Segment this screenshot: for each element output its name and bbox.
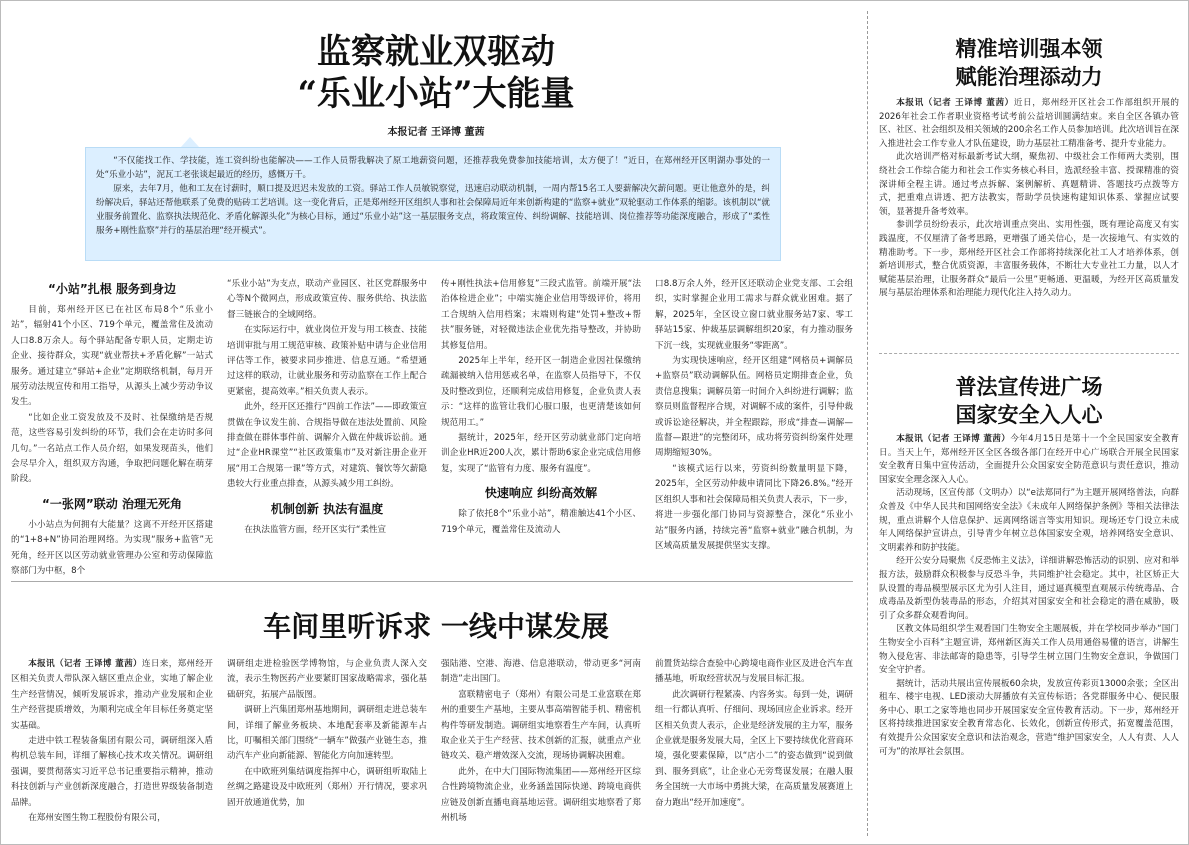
paragraph: 在郑州安图生物工程股份有限公司， [28,813,166,824]
main-column-4 [655,277,853,569]
main-column-3 [441,277,641,569]
right-bottom-headline-line1: 普法宣传进广场 [955,374,1103,399]
right-top-headline-line1: 精准培训强本领 [955,36,1103,61]
bottom-lead: 本报讯（记者 王译博 董茜） [28,659,142,669]
subheading-jizhi: 机制创新 执法有温度 [270,501,384,516]
paragraph [11,657,213,734]
paragraph: 除了依托8个“乐业小站”，精准触达41个小区、719个单元，覆盖常住及流动人 [441,509,641,535]
intro-paragraph-2: 原来，去年7月，他和工友在讨薪时，顺口提及迟迟未发放的工资。驿站工作人员敏锐察觉，迅速启动联动机制，一周内帮15名工人要薪解决欠薪问题。更让他意外的是，纠纷解决后，驿站还帮他联系了免费的贴砖工艺培训。这一变化背后，正是郑州经开区组织人事和社会保障局近年来创新构建的“监察+就业”双轮驱动工作体系的缩影。该机制以“就业服务前置化、监察执法规范化、矛盾化解源头化”为核心目标，通过“乐业小站”这一基层服务支点，将政策宣传、纠纷调解、技能培训、岗位推荐等功能深度融合，形成了“柔性服务+刚性监察”并行的基层治理“经开模式”。 [96,184,770,236]
paragraph: 目前，郑州经开区已在社区布局8个“乐业小站”，辐射41个小区、719个单元，覆盖常住及流动人口8.8万余人。每个驿站配备专职人员，定期走访企业、接待群众，实现“就业帮扶+矛盾化解”一站式服务。通过建立“驿站+企业”定期联络机制，每月开展劳动法规宣传和用工指导，从源头上减少劳动争议发生。 [11,305,213,408]
right-bottom-lead: 本报讯（记者 王译博 董茜） [896,434,1011,444]
paragraph: 此次调研行程紧凑、内容务实。每到一处，调研组一行都认真听、仔细问、现场回应企业诉求。经开区相关负责人表示，企业是经济发展的主力军，服务企业就是服务发展大局，全区上下要持续优化营商环境，强化要素保障，以“店小二”的姿态做到“说到做到、服务到底”，让企业心无旁骛谋发展；在融人服务全国统一大市场中勇挑大梁，在高质量发展赛道上奋力跑出“经开加速度”。 [655,689,853,808]
right-top-headline-line2: 赋能治理添动力 [955,64,1103,89]
main-headline-line1: 监察就业双驱动 [317,32,555,72]
paragraph: 走进中铁工程装备集团有限公司，调研组深入盾构机总装车间，详细了解核心技术攻关情况。调研组强调，要贯彻落实习近平总书记重要指示精神，推动科技创新与产业创新深度融合，打造世界级装备制造品牌。 [11,736,213,808]
bottom-column-3 [441,657,641,841]
paragraph: “该模式运行以来，劳资纠纷数量明显下降，2025年，全区劳动仲裁申请同比下降26.8%。”经开区组织人事和社会保障局相关负责人表示，下一步，将进一步强化部门协同与资源整合，深化“乐业小站”服务内涵，持续完善“监察+就业”融合机制，为区域高质量发展提供坚实支撑。 [655,463,853,551]
right-top-body [879,97,1179,347]
paragraph: 调研组走进检验医学博物馆，与企业负责人深入交流，表示生物医药产业要紧盯国家战略需求，强化基础研究，拓展产品版图。 [227,659,427,700]
paragraph: 在中欧班列集结调度指挥中心，调研组听取陆上丝绸之路建设及中欧班列（郑州）开行情况，要求巩固开放通道优势，加 [227,766,427,808]
paragraph: 此次培训严格对标最新考试大纲，聚焦初、中级社会工作师两大类别，围绕社会工作综合能力和社会工作实务核心科目，选派经验丰富、授课精准的资深讲师全程主讲。通过考点拆解、案例解析、真题精讲、答题技巧点拨等方式，把重难点讲透、把方法教实，帮助学员快速构建知识体系、掌握应试要领，显著提升备考效率。 [879,152,1179,217]
paragraph: 强陆港、空港、海港、信息港联动，带动更多“河南制造”走出国门。 [441,659,641,685]
intro-box [85,147,781,261]
right-top-headline [879,35,1179,91]
section-divider [11,581,853,582]
right-bottom-headline [879,373,1179,429]
paragraph: 富联精密电子（郑州）有限公司是工业富联在郑州的重要生产基地，主要从事高端智能手机、精密机构件等研发制造。调研组实地察看生产车间，认真听取企业关于生产经营、技术创新的汇报，就重点产业链攻关、稳产增效深入交流，现场协调解决困难。 [441,689,641,762]
bottom-column-4 [655,657,853,841]
paragraph: 据统计，活动共展出宣传展板60余块，发放宣传彩页13000余张；全区出租车、楼宇电视、LED滚动大屏播放有关宣传标语；各党群服务中心、便民服务中心、职工之家等地也同步开展国家安全宣传教育活动。下一步，郑州经开区将持续推进国家安全教育常态化、长效化，创新宣传形式，拓宽覆盖范围，有效提升公众国家安全意识和法治观念，营造“维护国家安全，人人有责、人人可为”的浓厚社会氛围。 [879,678,1179,757]
paragraph: 参训学员纷纷表示，此次培训重点突出、实用性强，既有理论高度又有实践温度，不仅厘清了备考思路，更增强了通关信心，是一次接地气、有实效的精准助考。下一步，郑州经开区社会工作部将持续深化社工人才培养体系，创新培训形式，整合优质资源，丰富服务载体，不断壮大专业社工力量，以人才赋能基层治理，让服务群众“最后一公里”更畅通、更温暖，为经开区高质量发展与基层治理体系和治理能力现代化注入持久动力。 [879,220,1179,299]
paragraph: 为实现快速响应，经开区组建“网格员+调解员+监察员”联动调解队伍。网格员定期排查企业，负责信息搜集；调解员第一时间介入纠纷进行调解；监察员则监督程序合规，对调解不成的案件，引导仲裁或诉讼途径解决，并全程跟踪，形成“排查—调解—监督—跟进”的完整闭环，成功将劳资纠纷案件处理周期缩短30%。 [655,356,853,459]
paragraph: 此外，经开区还推行“四前工作法”——即政策宣贯做在争议发生前、合规指导做在违法处置前、风险排查做在群体事件前、调解介入做在仲裁诉讼前。通过“企业HR课堂”“社区政策集市”及对新注册企业开展“用工合规第一课”等方式，对建筑、餐饮等欠薪隐患较大行业重点排查，从源头减少用工纠纷。 [227,402,427,490]
paragraph: 小小站点为何拥有大能量？这离不开经开区搭建的“1+8+N”协同治理网络。为实现“服务+监管”无死角，经开区以区劳动就业管理办公室和劳动保障监察部门为中枢，8个 [11,519,213,577]
intro-paragraph-1: “不仅能找工作、学技能，连工资纠纷也能解决——工作人员帮我解决了原工地薪资问题，还推荐我免费参加技能培训，太方便了！”近日，在郑州经开区明湖办事处的一处“乐业小站”，泥瓦工老张谈起最近的经历，感慨万千。 [96,156,770,180]
paragraph: 区教文体局组织学生观看国门生物安全主题展板，并在学校同步举办“国门生物安全小百科”主题宣讲，郑州新区海关工作人员用通俗易懂的语言，讲解生物入侵危害、非法邮寄的隐患等，引导学生树立国门生物安全意识，争做国门安全守护者。 [879,624,1179,676]
paragraph: 据统计，2025年，经开区劳动就业部门定向培训企业HR近200人次，累计帮助6家企业完成信用修复，实现了“监管有力度、服务有温度”。 [441,433,641,474]
bottom-column-2 [227,657,427,841]
right-bottom-body [879,433,1179,839]
right-bottom-paragraph: 今年4月15日是第十一个全民国家安全教育日。当天上午，郑州经开区全区各级各部门在经开中心广场联合开展全民国家安全教育日集中宣传活动，全面提升公众国家安全防范意识与责任意识，推动国家安全理念深入人心。 [879,434,1180,485]
paragraph: 2025年上半年，经开区一制造企业因社保缴纳疏漏被纳入信用惩戒名单，在监察人员指导下，不仅及时整改到位，还顺利完成信用修复，企业负责人表示：“这样的监管让我们心服口服，也更清楚该如何规范用工。” [441,356,641,428]
bottom-headline: 车间里听诉求 一线中谋发展 [263,610,609,643]
main-headline [201,31,671,115]
paragraph: 此外，在中大门国际物流集团——郑州经开区综合性跨境物流企业，业务涵盖国际快递、跨境电商供应链及创新直播电商基地运营。调研组实地察看了郑州机场 [441,766,641,824]
paragraph: 在实际运行中，就业岗位开发与用工核查、技能培训审批与用工规范审核、政策补贴申请与企业信用评估等工作，被要求同步推进、信息互通。“希望通过这样的联动，让就业服务和劳动监察在工作上配合更紧密，提高效率。”相关负责人表示。 [227,325,427,397]
subheading-xiaozhan: “小站”扎根 服务到身边 [48,282,176,296]
right-section-divider [879,353,1179,354]
paragraph: 在执法监管方面，经开区实行“柔性宣 [244,524,387,535]
right-bottom-headline-line2: 国家安全入人心 [955,402,1103,427]
paragraph: “比如企业工资发放及不及时、社保缴纳是否规范，这些容易引发纠纷的环节，我们会在走访时多问几句。”一名站点工作人员介绍，如果发现苗头，他们会尽早介入，组织双方沟通，争取把问题化解在萌芽阶段。 [11,412,213,485]
paragraph: 口8.8万余人外，经开区还联动企业党支部、工会组织，实时掌握企业用工需求与群众就业困难。据了解，2025年，全区设立窗口就业服务站7家、零工驿站15家、仲裁基层调解组织20家，有力推动服务下沉一线，实现就业服务“零距离”。 [655,279,853,351]
paragraph: 活动现场，区宣传部（文明办）以“e法郑同行”为主题开展网络普法，向群众普及《中华人民共和国网络安全法》《未成年人网络保护条例》等相关法律法规，重点讲解个人信息保护、远离网络谣言等实用知识。现场还专门设立未成年人网络保护宣讲点，引导青少年树立总体国家安全观，培养网络安全意识、文明素养和防护技能。 [879,488,1179,553]
paragraph: 前置货站综合查验中心跨境电商作业区及进仓汽车直播基地，听取经营状况与发展目标汇报。 [655,659,853,685]
main-column-1 [11,273,213,577]
intro-pointer [181,137,199,147]
bottom-paragraph: 连日来，郑州经开区相关负责人带队深入辖区重点企业，实地了解企业生产经营情况，倾听发展诉求，推动产业发展和企业生产经营提质增效，为顺利完成全年目标任务奠定坚实基础。 [11,659,213,731]
subheading-kuaisu: 快速响应 纠纷高效解 [484,486,598,501]
paragraph [879,97,1179,151]
right-column-divider [867,11,868,836]
main-column-2 [227,277,427,569]
right-top-paragraph: 近日，郑州经开区社会工作部组织开展的2026年社会工作者职业资格考试考前公益培训圆满结束。来自全区各镇办管区、社区、社会组织及相关领域的200余名工作人员参加培训。此次培训旨在深入推进社会工作专业人才队伍建设，助力基层社工精准备考、提升专业能力。 [879,98,1179,149]
paragraph: 传+刚性执法+信用修复”三段式监管。前端开展“法治体检进企业”；中端实施企业信用等级评价，将用工合规纳入信用档案；末端则构建“处罚+整改+帮扶”服务链，对轻微违法企业优先指导整改，并协助其修复信用。 [441,279,641,351]
right-top-lead: 本报讯（记者 王译博 董茜） [896,98,1014,108]
paragraph: “乐业小站”为支点，联动产业园区、社区党群服务中心等N个微网点，形成政策宣传、服务供给、执法监督三链嵌合的全域网络。 [227,279,427,320]
paragraph: 调研上汽集团郑州基地期间，调研组走进总装车间，详细了解业务板块、本地配套率及新能源车占比，叮嘱相关部门围绕“一辆车”做强产业链生态，推动汽车产业向新能源、智能化方向加速转型。 [227,705,427,762]
main-headline-line2: “乐业小站”大能量 [297,74,575,114]
bottom-column-1 [11,657,213,841]
paragraph [879,433,1179,487]
paragraph: 经开公安分局聚焦《反恐怖主义法》，详细讲解恐怖活动的识别、应对和举报方法，鼓励群众积极参与反恐斗争，共同维护社会稳定。其中，社区矫正大队设置的毒品模型展示区尤为引人注目，通过逼真模型直观展示传统毒品、合成毒品及新型伪装毒品的形态，介绍其对国家安全和社会稳定的潜在威胁，吸引了众多群众观看询问。 [879,556,1179,621]
main-byline: 本报记者 王译博 董茜 [387,127,485,138]
subheading-yizhangwang: “一张网”联动 治理无死角 [42,496,182,511]
